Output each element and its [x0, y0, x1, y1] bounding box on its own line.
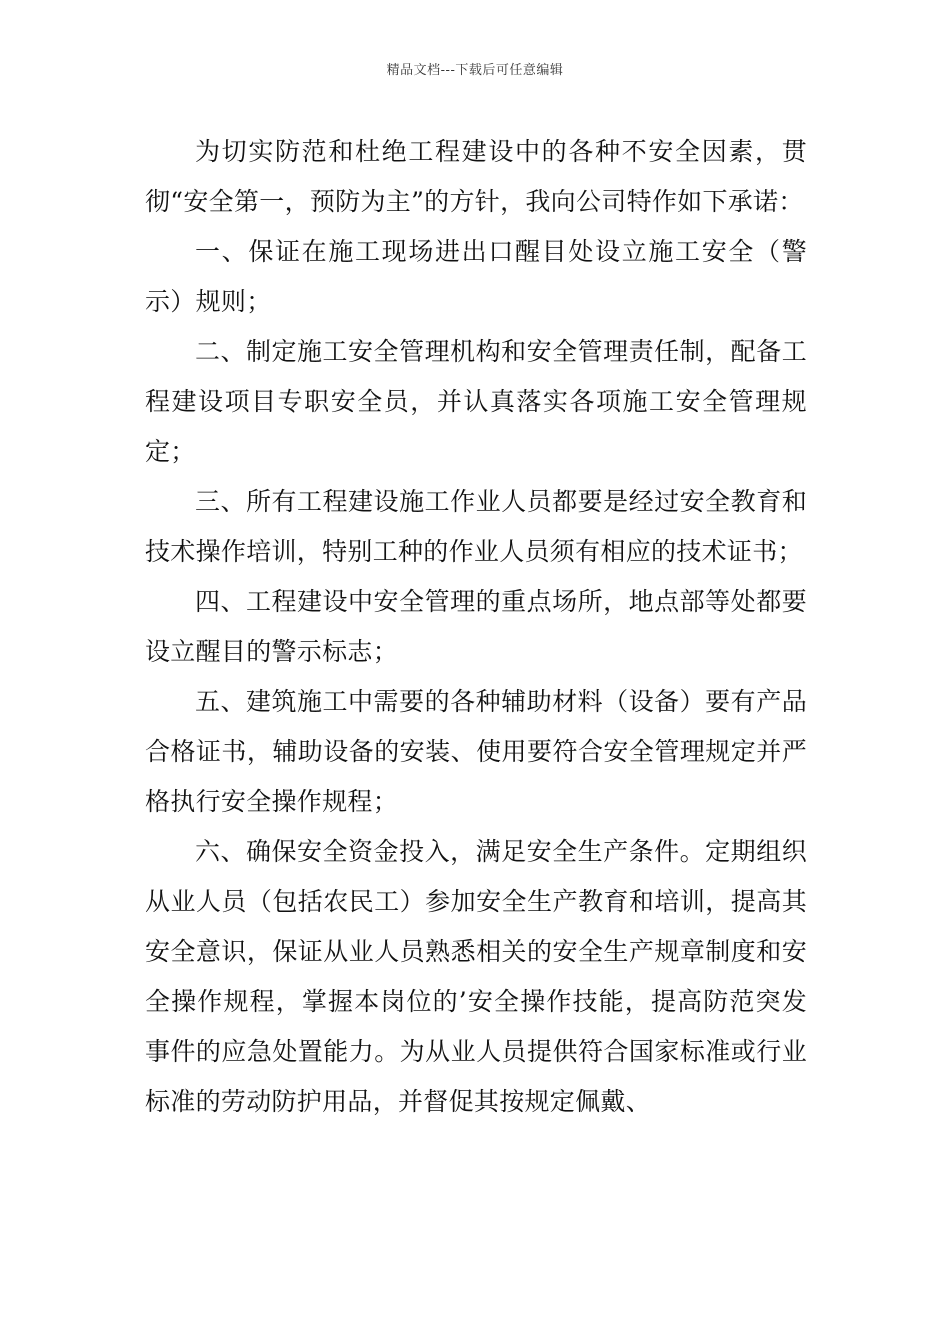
- document-body: [145, 127, 807, 1127]
- page-header: 精品文档---下载后可任意编辑: [386, 63, 564, 78]
- commitment-item-1: 一、保证在施工现场进出口醒目处设立施工安全（警示）规则；: [145, 237, 807, 316]
- commitment-item-3: 三、所有工程建设施工作业人员都要是经过安全教育和技术操作培训，特别工种的作业人员须有相应的技术证书；: [145, 487, 807, 566]
- commitment-item-4: 四、工程建设中安全管理的重点场所，地点部等处都要设立醒目的警示标志；: [145, 587, 807, 666]
- commitment-item-6: 六、确保安全资金投入，满足安全生产条件。定期组织从业人员（包括农民工）参加安全生产教育和培训，提高其安全意识，保证从业人员熟悉相关的安全生产规章制度和安全操作规程，掌握本岗位的’安全操作技能，提高防范突发事件的应急处置能力。为从业人员提供符合国家标准或行业标准的劳动防护用品，并督促其按规定佩戴、: [145, 837, 807, 1116]
- intro-paragraph: 为切实防范和杜绝工程建设中的各种不安全因素，贯彻“安全第一，预防为主”的方针，我向公司特作如下承诺：: [145, 137, 807, 216]
- commitment-item-2: 二、制定施工安全管理机构和安全管理责任制，配备工程建设项目专职安全员，并认真落实各项施工安全管理规定；: [145, 337, 807, 466]
- commitment-item-5: 五、建筑施工中需要的各种辅助材料（设备）要有产品合格证书，辅助设备的安装、使用要符合安全管理规定并严格执行安全操作规程；: [145, 687, 807, 816]
